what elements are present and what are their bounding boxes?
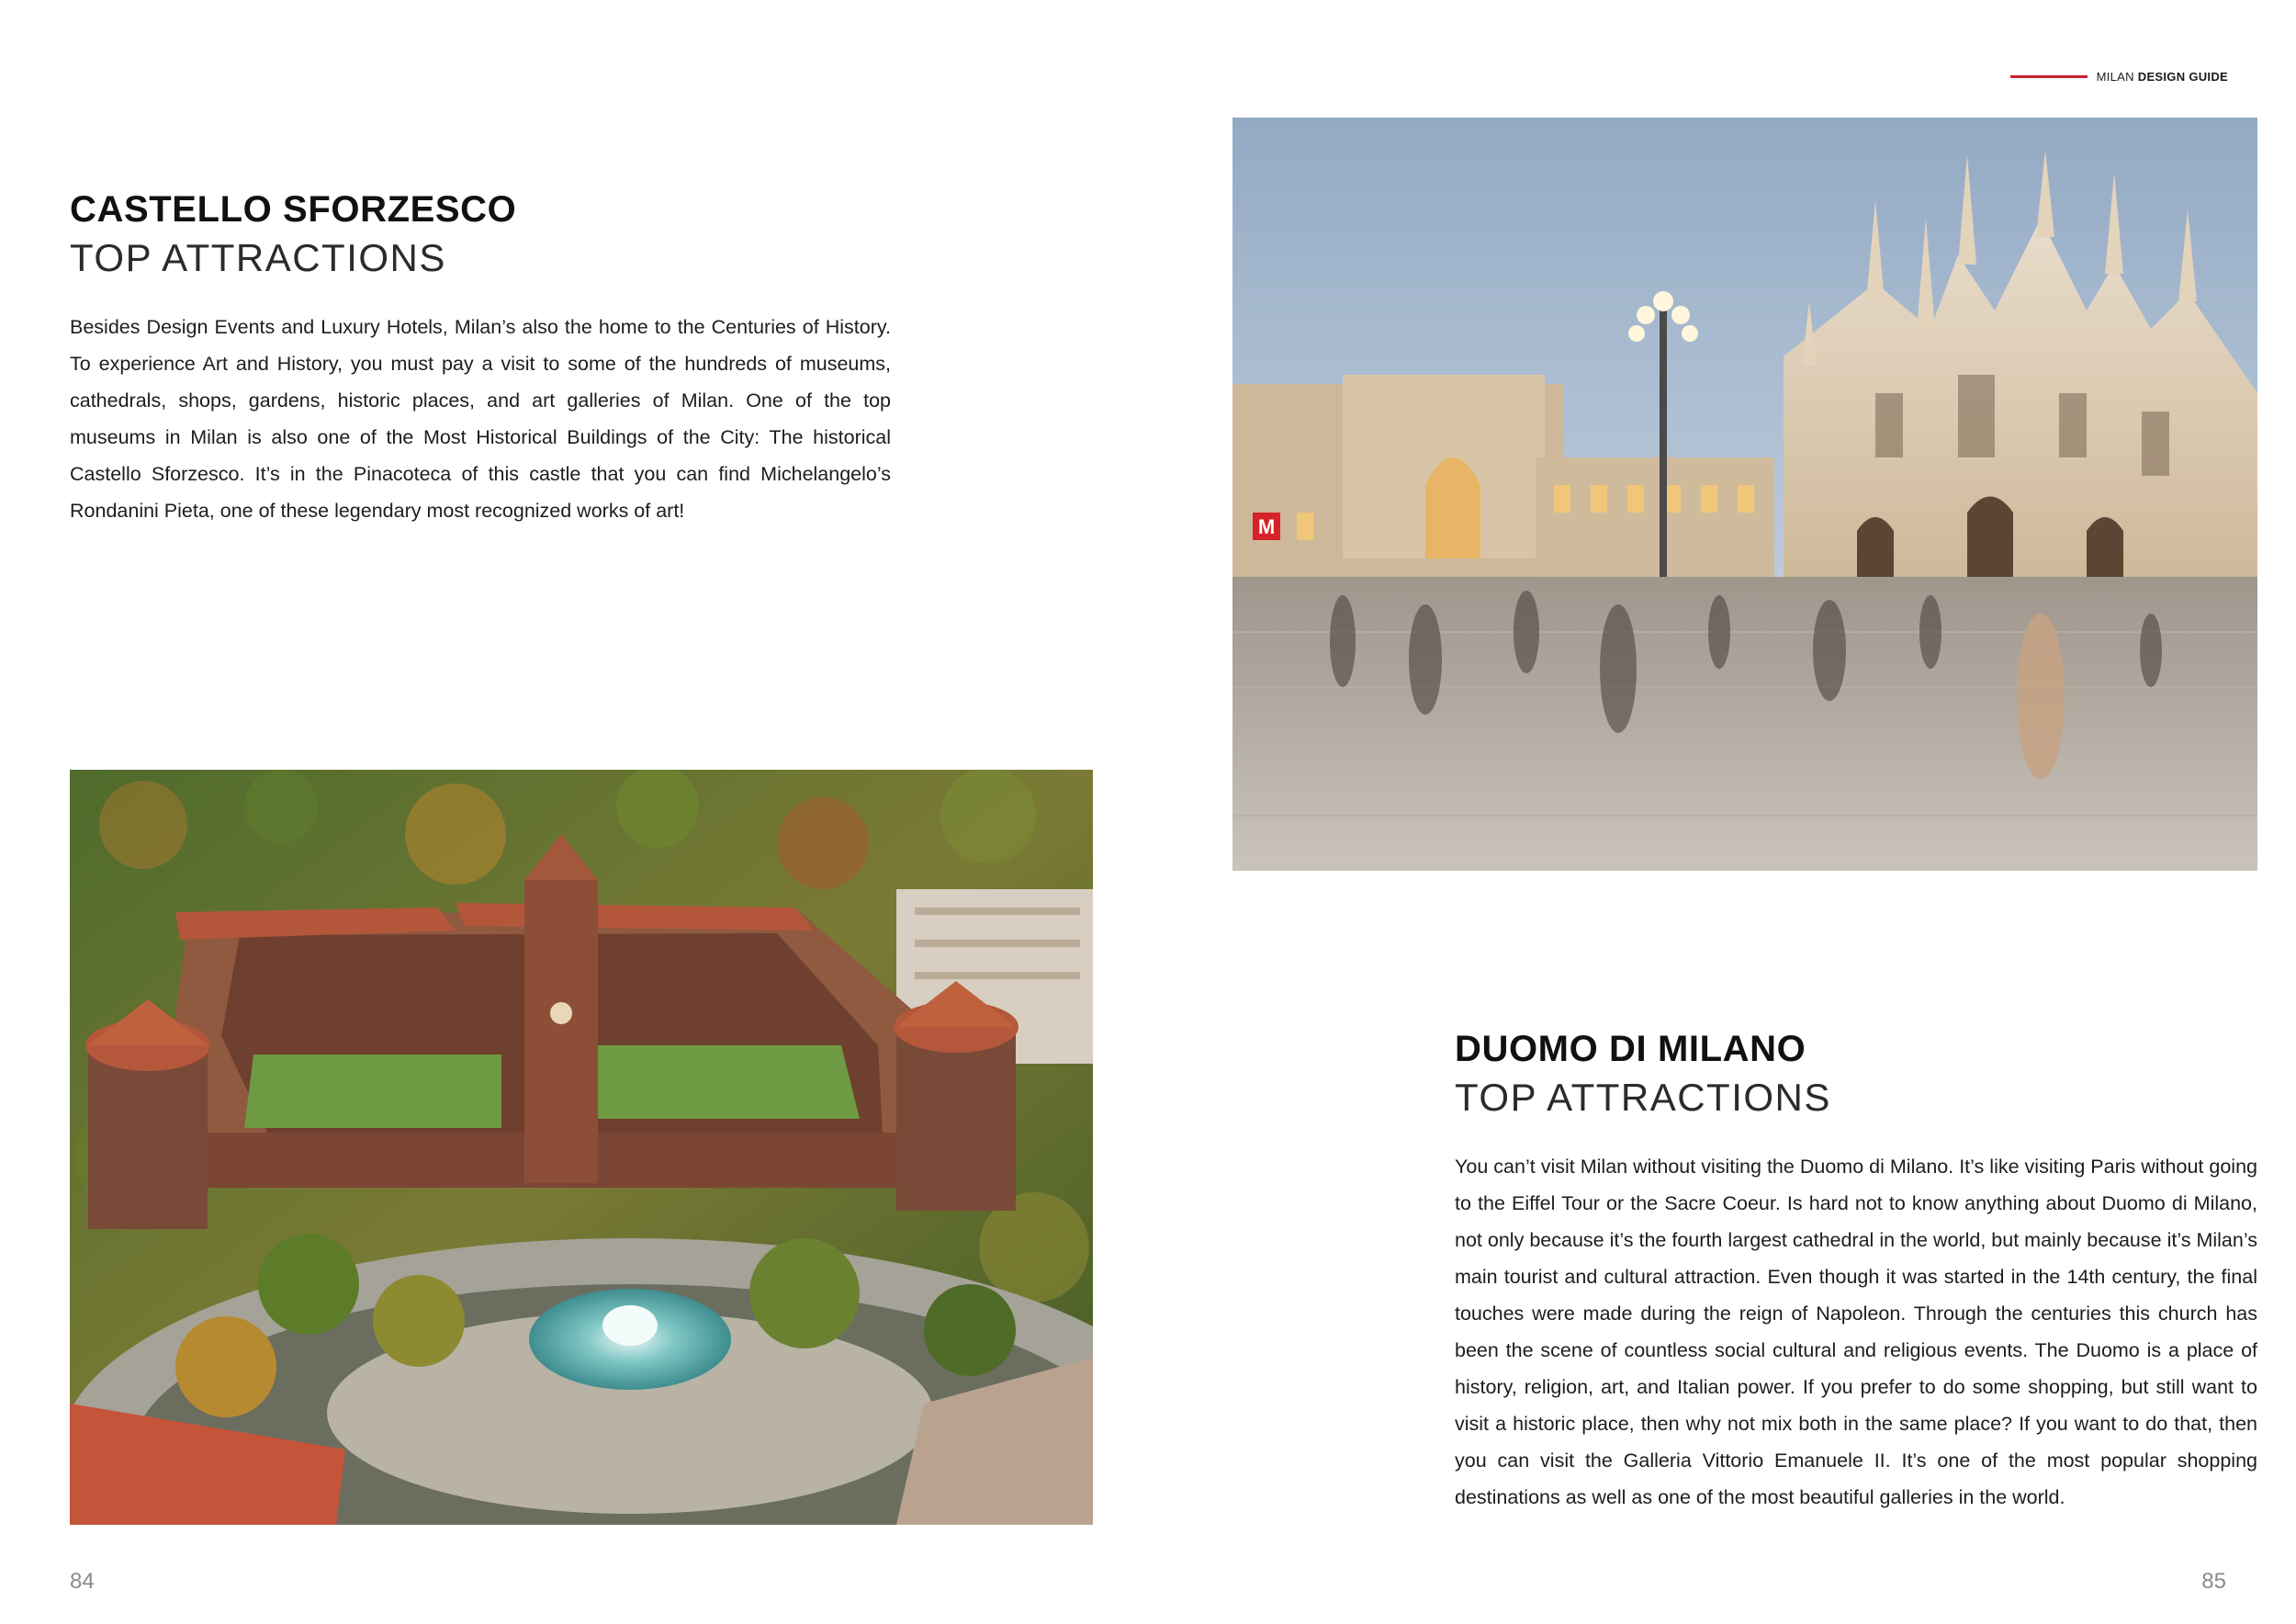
castello-illustration [70,770,1093,1525]
guide-header [2010,70,2228,84]
brand-bold: DESIGN GUIDE [2137,70,2228,84]
castello-sforzesco-photo [70,770,1093,1525]
accent-rule [2010,75,2088,78]
duomo-illustration [1232,118,2257,871]
page-number-right: 85 [2201,1569,2226,1594]
duomo-heading [1455,1025,1831,1122]
castello-title: CASTELLO SFORZESCO [70,189,517,230]
duomo-di-milano-photo [1232,118,2257,871]
castello-body: Besides Design Events and Luxury Hotels, Milan’s also the home to the Centuries of History. To experience Art and History, you must pay a visit to some of the hundreds of museums, cathedrals, shops, gardens, historic places, and art galleries of Milan. One of the top museums in Milan is also one of the Most Historical Buildings of the City: The historical Castello Sforzesco. It’s in the Pinacoteca of this castle that you can find Michelangelo’s Rondanini Pieta, one of these legendary most recognized works of art! [70,316,891,522]
metro-sign-label: M [1257,515,1276,538]
duomo-body: You can’t visit Milan without visiting the Duomo di Milano. It’s like visiting Paris without going to the Eiffel Tour or the Sacre Coeur. Is hard not to know anything about Duomo di Milano, not only because it’s the fourth largest cathedral in the world, but mainly because it’s Milan’s main tourist and cultural attraction. Even though it was started in the 14th century, the final touches were made during the reign of Napoleon. Through the centuries this church has been the scene of countless social cultural and religious events. The Duomo is a place of history, religion, art, and Italian power. If you prefer to do some shopping, but still want to visit a historic place, then why not mix both in the same place? If you want to do that, then you can visit the Galleria Vittorio Emanuele II. It’s one of the most popular shopping destinations as well as one of the most beautiful galleries in the world. [1455,1156,2257,1508]
page-number-left: 84 [70,1569,95,1594]
castello-subtitle: TOP ATTRACTIONS [70,236,446,279]
brand-light: MILAN [2096,70,2134,84]
castello-heading [70,186,516,283]
duomo-subtitle: TOP ATTRACTIONS [1455,1076,1831,1119]
duomo-title: DUOMO DI MILANO [1455,1029,1806,1069]
guide-header-label [2097,70,2228,84]
